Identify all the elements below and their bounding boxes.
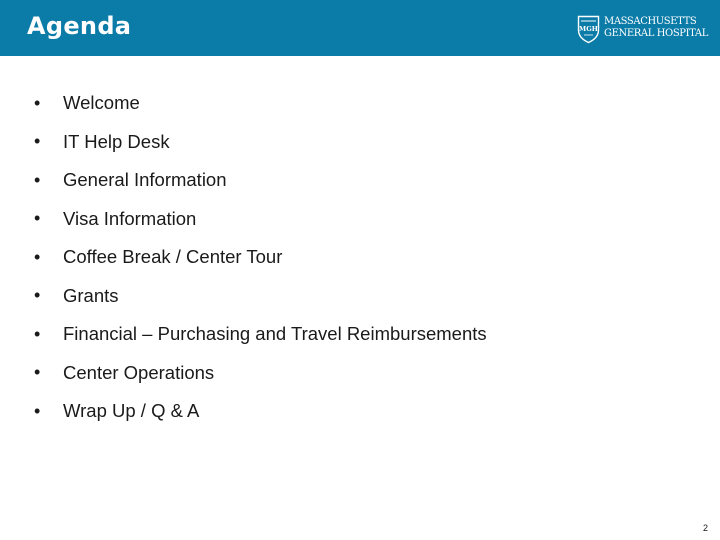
bullet: • bbox=[34, 285, 41, 306]
logo-line-1: MASSACHUSETTS bbox=[604, 16, 697, 27]
agenda-item bbox=[34, 84, 487, 123]
bullet: • bbox=[34, 246, 41, 267]
agenda-item bbox=[34, 354, 487, 393]
bullet: • bbox=[34, 92, 41, 113]
logo-line-2: GENERAL HOSPITAL bbox=[604, 28, 708, 39]
agenda-item bbox=[34, 277, 487, 316]
agenda-item bbox=[34, 238, 487, 277]
bullet: • bbox=[34, 400, 41, 421]
bullet: • bbox=[34, 362, 41, 383]
agenda-item bbox=[34, 392, 487, 431]
slide-title: Agenda bbox=[27, 12, 132, 40]
bullet: • bbox=[34, 169, 41, 190]
agenda-item-label: Grants bbox=[63, 284, 119, 306]
agenda-item-label: Welcome bbox=[63, 92, 140, 114]
agenda-item-label: Center Operations bbox=[63, 361, 215, 383]
agenda-list bbox=[34, 84, 487, 431]
agenda-item-label: General Information bbox=[63, 169, 227, 191]
bullet: • bbox=[34, 323, 41, 344]
agenda-item-label: Financial – Purchasing and Travel Reimbursements bbox=[63, 323, 487, 345]
agenda-item bbox=[34, 161, 487, 200]
agenda-item bbox=[34, 200, 487, 239]
bullet: • bbox=[34, 131, 41, 152]
logo-wordmark bbox=[604, 16, 708, 40]
agenda-item bbox=[34, 123, 487, 162]
bullet: • bbox=[34, 208, 41, 229]
agenda-item-label: Coffee Break / Center Tour bbox=[63, 246, 283, 268]
agenda-item-label: IT Help Desk bbox=[63, 130, 170, 152]
page-number: 2 bbox=[702, 523, 708, 533]
logo-mark: MGH bbox=[579, 25, 598, 33]
agenda-item-label: Visa Information bbox=[63, 207, 197, 229]
shield-icon bbox=[577, 15, 600, 44]
title-bar bbox=[0, 0, 720, 56]
agenda-item bbox=[34, 315, 487, 354]
agenda-item-label: Wrap Up / Q & A bbox=[63, 400, 200, 422]
hospital-logo bbox=[577, 14, 713, 44]
